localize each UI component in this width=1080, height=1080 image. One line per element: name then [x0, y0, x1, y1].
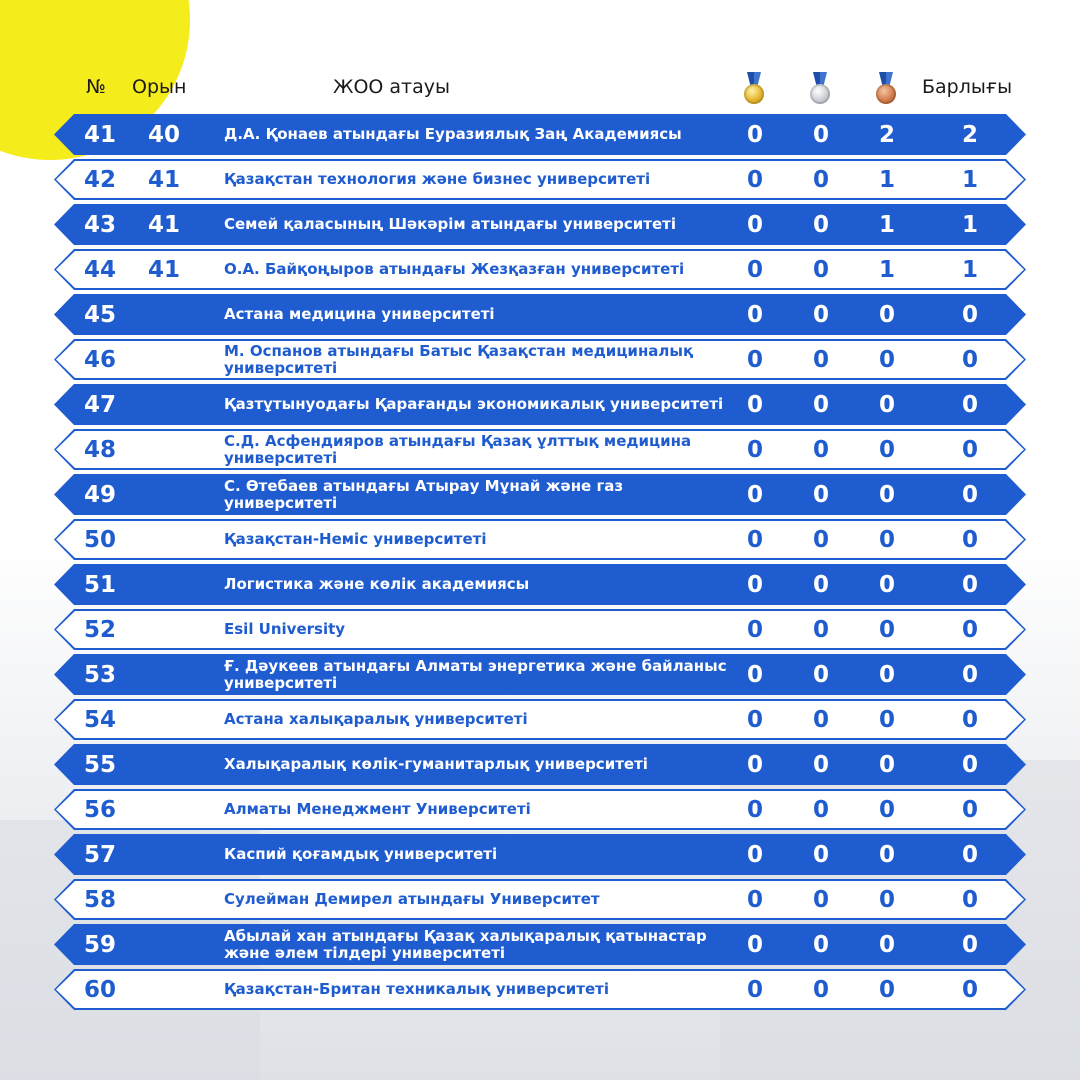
row-bronze-count: 0 [878, 976, 895, 1003]
row-total-count: 0 [961, 616, 978, 643]
row-university-name: Ғ. Дәукеев атындағы Алматы энергетика және байланыс университеті [224, 656, 727, 692]
row-university-name: Астана халықаралық университеті [224, 710, 528, 728]
row-bronze-count: 0 [878, 481, 895, 508]
row-place [144, 384, 184, 425]
row-gold-count: 0 [746, 751, 763, 778]
table-row [54, 474, 1026, 515]
row-place [144, 429, 184, 470]
row-place [144, 969, 184, 1010]
row-number: 42 [83, 166, 116, 193]
row-total-count: 0 [961, 346, 978, 373]
row-silver-count: 0 [812, 616, 829, 643]
row-gold-count: 0 [746, 481, 763, 508]
row-bronze-count: 0 [878, 391, 895, 418]
row-bronze-count: 0 [878, 346, 895, 373]
gold-medal-icon [742, 72, 766, 106]
row-number: 47 [83, 391, 116, 418]
row-number: 58 [83, 886, 116, 913]
row-gold-count: 0 [746, 841, 763, 868]
table-row [54, 609, 1026, 650]
row-total-count: 0 [961, 436, 978, 463]
row-place [144, 519, 184, 560]
row-gold-count: 0 [746, 256, 763, 283]
row-bronze-count: 1 [878, 256, 895, 283]
row-university-name: О.А. Байқоңыров атындағы Жезқазған университеті [224, 260, 685, 278]
row-silver-count: 0 [812, 976, 829, 1003]
row-number: 56 [83, 796, 116, 823]
row-total-count: 1 [961, 166, 978, 193]
row-number: 57 [83, 841, 116, 868]
row-total-count: 0 [961, 976, 978, 1003]
row-university-name: Қазақстан технология және бизнес университеті [224, 170, 651, 188]
row-place [144, 789, 184, 830]
row-number: 49 [83, 481, 116, 508]
row-total-count: 0 [961, 661, 978, 688]
row-bronze-count: 0 [878, 436, 895, 463]
row-place: 41 [147, 166, 180, 193]
row-gold-count: 0 [746, 526, 763, 553]
header-place: Орын [132, 76, 187, 98]
row-place [144, 879, 184, 920]
row-number: 48 [83, 436, 116, 463]
row-gold-count: 0 [746, 931, 763, 958]
table-row [54, 744, 1026, 785]
table-row [54, 249, 1026, 290]
row-silver-count: 0 [812, 526, 829, 553]
table-row [54, 114, 1026, 155]
row-silver-count: 0 [812, 211, 829, 238]
row-place [144, 339, 184, 380]
table-row [54, 519, 1026, 560]
row-university-name: М. Оспанов атындағы Батыс Қазақстан медициналық университеті [224, 341, 694, 377]
row-place [144, 294, 184, 335]
row-total-count: 0 [961, 526, 978, 553]
table-row [54, 834, 1026, 875]
row-gold-count: 0 [746, 706, 763, 733]
row-place: 40 [147, 121, 180, 148]
row-total-count: 0 [961, 481, 978, 508]
silver-medal-icon [808, 72, 832, 106]
row-number: 46 [83, 346, 116, 373]
table-row [54, 294, 1026, 335]
row-total-count: 2 [961, 121, 978, 148]
row-bronze-count: 0 [878, 751, 895, 778]
row-place [144, 564, 184, 605]
row-place [144, 474, 184, 515]
row-university-name: Д.А. Қонаев атындағы Еуразиялық Заң Академиясы [224, 125, 682, 143]
table-row [54, 384, 1026, 425]
row-silver-count: 0 [812, 436, 829, 463]
row-silver-count: 0 [812, 706, 829, 733]
row-bronze-count: 0 [878, 796, 895, 823]
header-total: Барлығы [922, 76, 1013, 98]
row-gold-count: 0 [746, 166, 763, 193]
table-row [54, 339, 1026, 380]
row-university-name: Esil University [224, 620, 346, 638]
row-number: 60 [83, 976, 116, 1003]
table-row [54, 204, 1026, 245]
row-number: 54 [83, 706, 116, 733]
row-university-name: Каспий қоғамдық университеті [224, 845, 498, 863]
row-silver-count: 0 [812, 391, 829, 418]
row-university-name: Абылай хан атындағы Қазақ халықаралық қатынастар және әлем тілдері университеті [224, 926, 707, 962]
row-university-name: Астана медицина университеті [224, 305, 495, 323]
table-row [54, 699, 1026, 740]
row-bronze-count: 0 [878, 301, 895, 328]
row-total-count: 0 [961, 886, 978, 913]
row-number: 50 [83, 526, 116, 553]
row-bronze-count: 1 [878, 166, 895, 193]
row-silver-count: 0 [812, 346, 829, 373]
row-number: 41 [83, 121, 116, 148]
row-bronze-count: 0 [878, 616, 895, 643]
row-place [144, 834, 184, 875]
row-number: 43 [83, 211, 116, 238]
row-place [144, 924, 184, 965]
row-total-count: 0 [961, 841, 978, 868]
row-gold-count: 0 [746, 346, 763, 373]
row-gold-count: 0 [746, 616, 763, 643]
row-university-name: С.Д. Асфендияров атындағы Қазақ ұлттық медицина университеті [224, 431, 692, 467]
row-number: 44 [83, 256, 116, 283]
row-university-name: Қазтұтынуодағы Қарағанды экономикалық университеті [224, 395, 724, 413]
row-silver-count: 0 [812, 301, 829, 328]
row-bronze-count: 0 [878, 661, 895, 688]
row-total-count: 1 [961, 211, 978, 238]
bronze-medal-icon [874, 72, 898, 106]
row-silver-count: 0 [812, 841, 829, 868]
table-row [54, 789, 1026, 830]
table-row [54, 879, 1026, 920]
row-university-name: С. Өтебаев атындағы Атырау Мұнай және газ университеті [224, 476, 624, 512]
row-silver-count: 0 [812, 886, 829, 913]
row-university-name: Қазақстан-Британ техникалық университеті [224, 980, 609, 998]
row-silver-count: 0 [812, 661, 829, 688]
table-row [54, 159, 1026, 200]
row-university-name: Логистика және көлік академиясы [224, 575, 530, 593]
row-total-count: 0 [961, 706, 978, 733]
table-row [54, 429, 1026, 470]
row-place [144, 654, 184, 695]
row-number: 52 [83, 616, 116, 643]
row-number: 59 [83, 931, 116, 958]
row-bronze-count: 2 [878, 121, 895, 148]
row-number: 45 [83, 301, 116, 328]
row-gold-count: 0 [746, 436, 763, 463]
table-row [54, 969, 1026, 1010]
row-silver-count: 0 [812, 796, 829, 823]
row-total-count: 1 [961, 256, 978, 283]
row-silver-count: 0 [812, 571, 829, 598]
row-gold-count: 0 [746, 571, 763, 598]
row-silver-count: 0 [812, 931, 829, 958]
row-place [144, 744, 184, 785]
row-total-count: 0 [961, 751, 978, 778]
table-header [0, 72, 1080, 106]
row-gold-count: 0 [746, 661, 763, 688]
header-number: № [86, 76, 106, 98]
row-gold-count: 0 [746, 211, 763, 238]
row-university-name: Халықаралық көлік-гуманитарлық университеті [224, 755, 648, 773]
row-gold-count: 0 [746, 121, 763, 148]
row-place: 41 [147, 211, 180, 238]
row-gold-count: 0 [746, 796, 763, 823]
row-gold-count: 0 [746, 886, 763, 913]
row-silver-count: 0 [812, 166, 829, 193]
row-total-count: 0 [961, 796, 978, 823]
row-university-name: Алматы Менеджмент Университеті [224, 800, 531, 818]
row-university-name: Семей қаласының Шәкәрім атындағы университеті [224, 215, 676, 233]
row-total-count: 0 [961, 301, 978, 328]
row-bronze-count: 0 [878, 886, 895, 913]
row-total-count: 0 [961, 391, 978, 418]
row-total-count: 0 [961, 931, 978, 958]
row-silver-count: 0 [812, 481, 829, 508]
row-bronze-count: 0 [878, 571, 895, 598]
row-silver-count: 0 [812, 256, 829, 283]
table-row [54, 924, 1026, 965]
row-university-name: Қазақстан-Неміс университеті [224, 530, 487, 548]
table-row [54, 654, 1026, 695]
row-gold-count: 0 [746, 391, 763, 418]
row-place [144, 699, 184, 740]
row-number: 55 [83, 751, 116, 778]
row-bronze-count: 0 [878, 841, 895, 868]
row-bronze-count: 0 [878, 706, 895, 733]
row-university-name: Сулейман Демирел атындағы Университет [224, 890, 600, 908]
header-university-name: ЖОО атауы [333, 76, 451, 98]
row-place [144, 609, 184, 650]
row-number: 53 [83, 661, 116, 688]
table-row [54, 564, 1026, 605]
row-gold-count: 0 [746, 301, 763, 328]
row-total-count: 0 [961, 571, 978, 598]
row-bronze-count: 0 [878, 931, 895, 958]
row-bronze-count: 0 [878, 526, 895, 553]
row-silver-count: 0 [812, 751, 829, 778]
row-gold-count: 0 [746, 976, 763, 1003]
row-silver-count: 0 [812, 121, 829, 148]
row-bronze-count: 1 [878, 211, 895, 238]
row-number: 51 [83, 571, 116, 598]
row-place: 41 [147, 256, 180, 283]
